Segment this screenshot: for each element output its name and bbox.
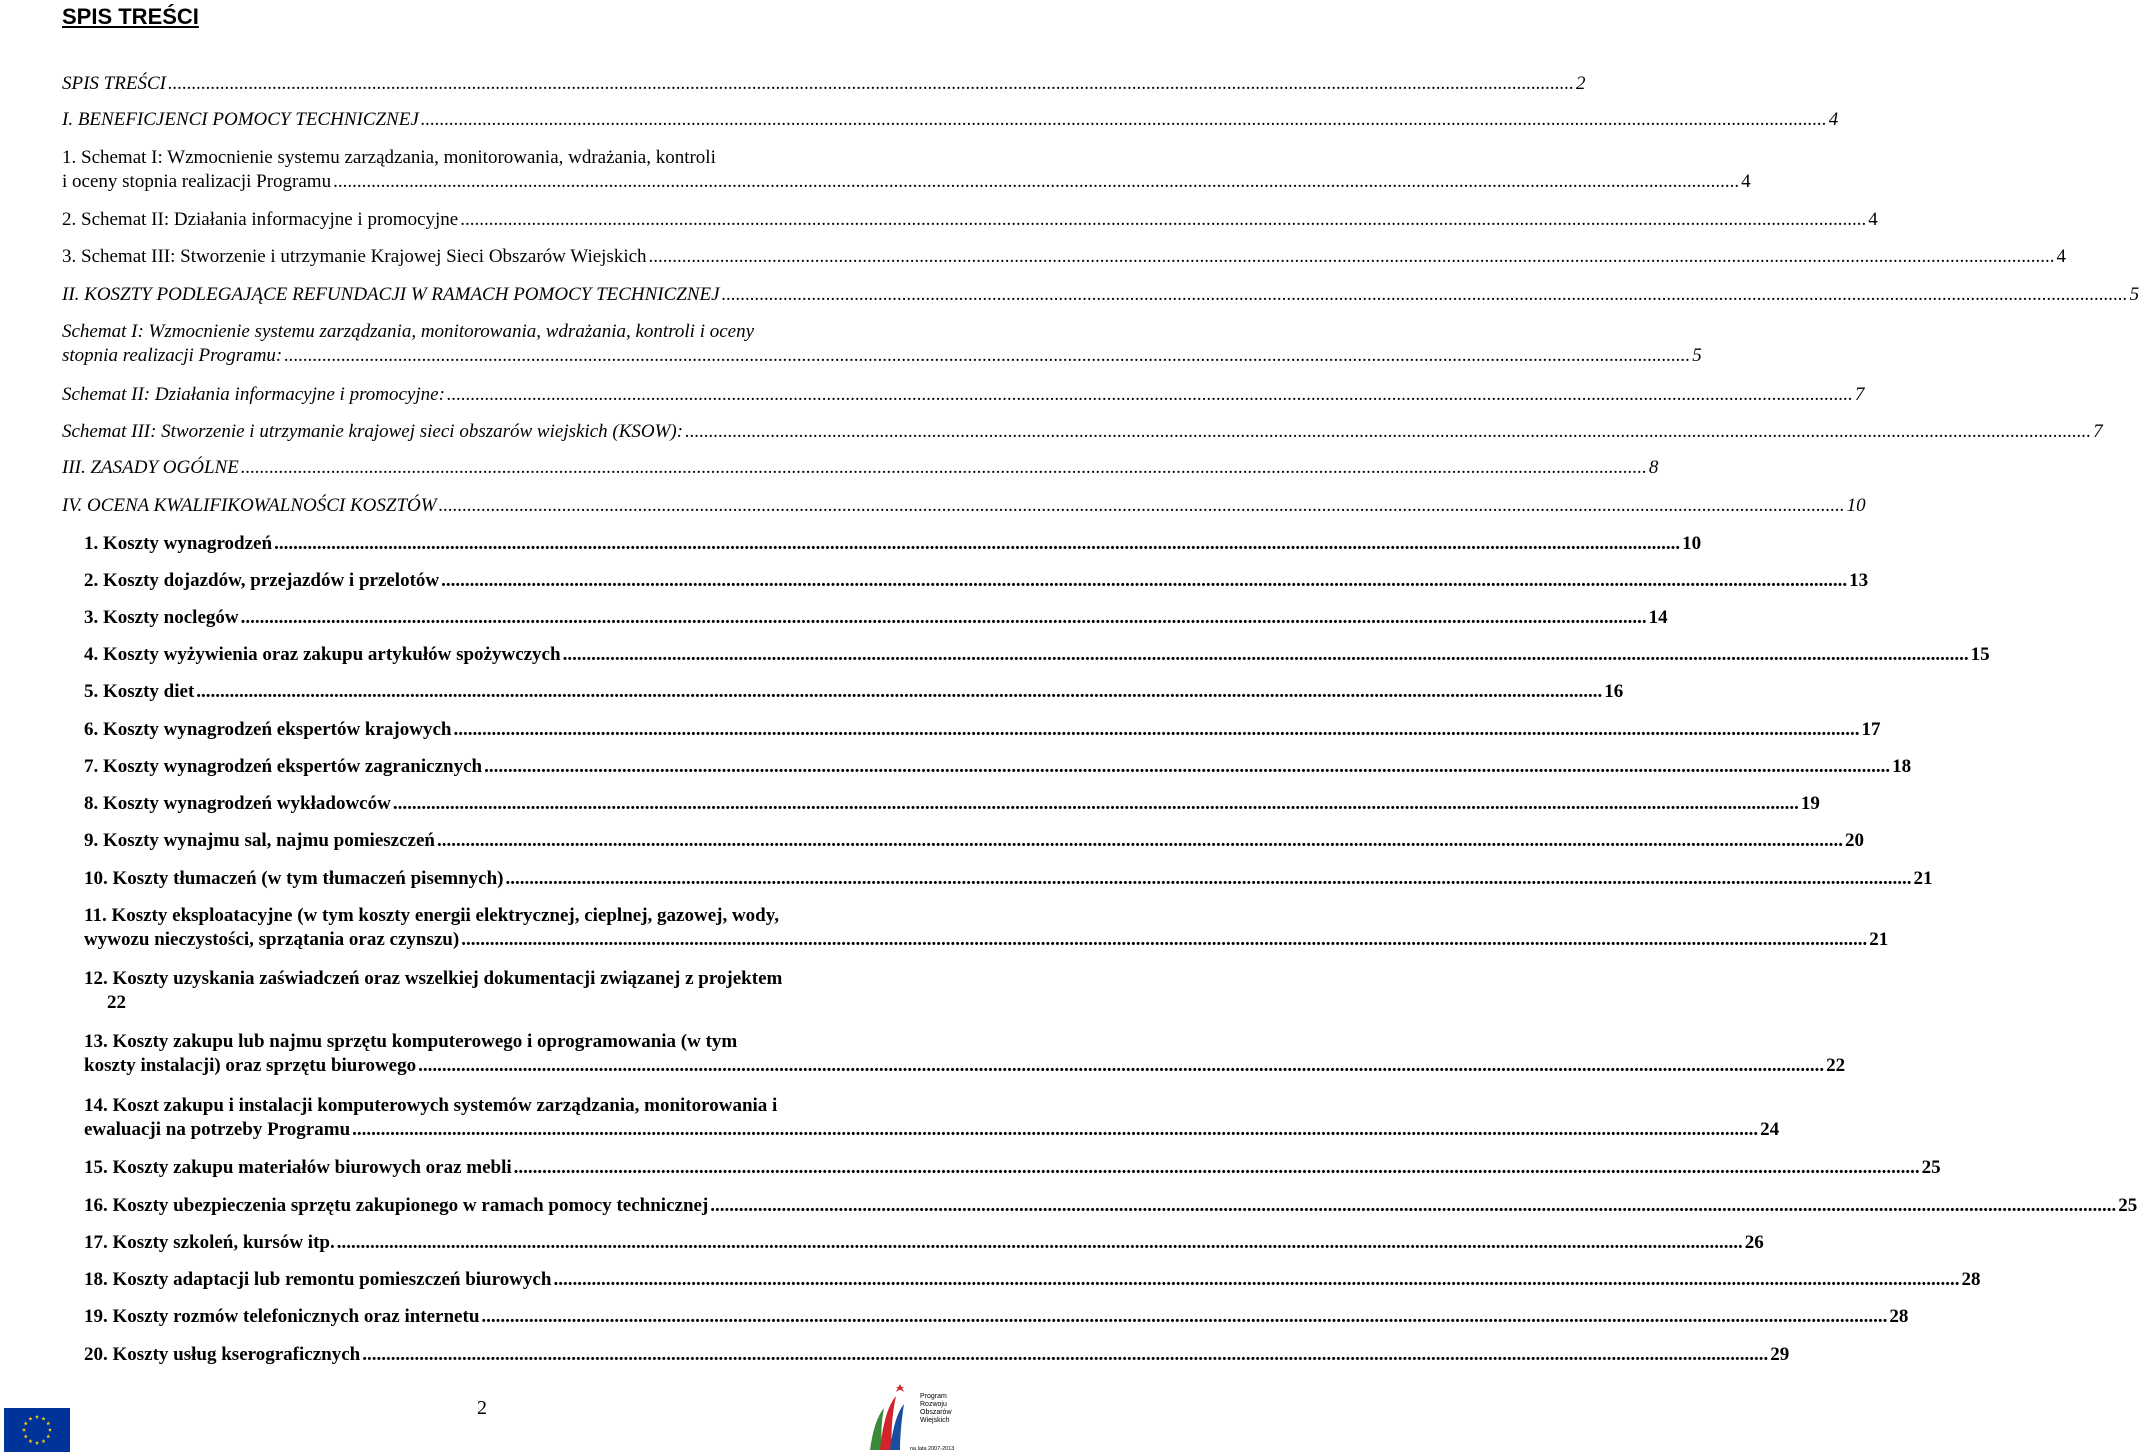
page-number: 2 [477,1397,487,1419]
toc-entry[interactable] [62,383,1865,407]
toc-entry-text: 2. Koszty dojazdów, przejazdów i przelotów [84,570,440,591]
toc-entry[interactable] [84,1156,1941,1180]
toc-entry-text: 4. Koszty wyżywienia oraz zakupu artykułów spożywczych [84,644,561,665]
toc-entry-text: wywozu nieczystości, sprzątania oraz czynszu) [84,929,460,950]
toc-page-number: 21 [1913,868,1933,889]
toc-entry-text: koszty instalacji) oraz sprzętu biurowego [84,1055,417,1076]
toc-entry-text: 2. Schemat II: Działania informacyjne i promocyjne [62,209,459,230]
toc-entry-text: Schemat II: Działania informacyjne i promocyjne: [62,384,445,405]
toc-entry-text: Schemat I: Wzmocnienie systemu zarządzania, monitorowania, wdrażania, kontroli i oceny [62,321,755,342]
toc-page-number: 21 [1869,929,1889,950]
toc-entry-text: stopnia realizacji Programu: [62,345,283,366]
toc-entry-text: 1. Koszty wynagrodzeń [84,533,273,554]
toc-entry-text: 19. Koszty rozmów telefonicznych oraz internetu [84,1306,480,1327]
toc-entry-text: 3. Koszty noclegów [84,607,239,628]
toc-page-number: 4 [1741,171,1751,192]
toc-entry-text: I. BENEFICJENCI POMOCY TECHNICZNEJ [62,109,419,130]
toc-page-number: 17 [1861,719,1881,740]
toc-entry-text: 10. Koszty tłumaczeń (w tym tłumaczeń pisemnych) [84,868,504,889]
logo-line: Wiejskich [920,1417,950,1424]
toc-entry[interactable] [62,208,1878,232]
toc-page-number: 5 [2129,284,2139,305]
toc-entry-text: 20. Koszty usług kserograficznych [84,1344,361,1365]
dot-leader [447,383,1853,407]
toc-page-number: 10 [1846,495,1866,516]
toc-entry-text: 11. Koszty eksploatacyjne (w tym koszty energii elektrycznej, cieplnej, gazowej, wody, [84,905,779,926]
toc-entry-text: 15. Koszty zakupu materiałów biurowych oraz mebli [84,1157,512,1178]
toc-entry[interactable] [62,494,1866,518]
dot-leader [421,108,1827,132]
toc-entry-text: 5. Koszty diet [84,681,195,702]
dot-leader [352,1118,1758,1142]
toc-page-number: 8 [1648,457,1659,478]
logo-line: Rozwoju [920,1401,947,1408]
toc-entry[interactable] [84,1094,1780,1142]
toc-entry[interactable] [84,1268,1981,1292]
toc-entry[interactable] [84,680,1624,704]
toc-page-number: 16 [1604,681,1624,702]
toc-entry[interactable] [84,569,1869,593]
dot-leader [337,1231,1743,1255]
toc-entry-text: 16. Koszty ubezpieczenia sprzętu zakupionego w ramach pomocy technicznej [84,1195,709,1216]
dot-leader [710,1194,2116,1218]
dot-leader [722,283,2128,307]
dot-leader [481,1305,1887,1329]
toc-entry[interactable] [84,606,1668,630]
toc-entry[interactable] [84,532,1702,556]
toc-entry[interactable] [84,867,1933,891]
dot-leader [284,344,1690,368]
toc-entry-text: 12. Koszty uzyskania zaświadczeń oraz wszelkiej dokumentacji związanej z projektem [84,968,783,989]
toc-entry-text: 18. Koszty adaptacji lub remontu pomieszczeń biurowych [84,1269,552,1290]
toc-entry-text: 9. Koszty wynajmu sal, najmu pomieszczeń [84,830,435,851]
toc-page-number: 26 [1744,1232,1764,1253]
toc-page-number: 4 [1828,109,1839,130]
toc-entry-text: 14. Koszt zakupu i instalacji komputerowych systemów zarządzania, monitorowania i [84,1095,778,1116]
toc-page-number: 7 [2093,421,2103,442]
logo-line: na lata 2007-2013 [910,1446,955,1452]
toc-entry[interactable] [84,1194,2138,1218]
toc-entry-text: 7. Koszty wynagrodzeń ekspertów zagranicznych [84,756,483,777]
toc-page-number: 22 [1826,1055,1846,1076]
dot-leader [553,1268,1959,1292]
toc-entry-text: 8. Koszty wynagrodzeń wykładowców [84,793,391,814]
toc-entry-text: IV. OCENA KWALIFIKOWALNOŚCI KOSZTÓW [62,495,437,516]
dot-leader [649,245,2055,269]
toc-page-number: 14 [1648,607,1668,628]
dot-leader [460,208,1866,232]
toc-page-number: 25 [2118,1195,2138,1216]
dot-leader [418,1054,1824,1078]
toc-entry[interactable] [84,755,1912,779]
toc-page-number: 20 [1844,830,1864,851]
toc-page-number: 28 [1961,1269,1981,1290]
toc-entry[interactable] [84,904,1889,952]
dot-leader [685,420,2091,444]
toc-page-number: 24 [1760,1119,1780,1140]
logo-line: Program [920,1393,947,1400]
toc-page-number: 25 [1921,1157,1941,1178]
eu-flag-logo [4,1408,70,1452]
toc-entry-text: III. ZASADY OGÓLNE [62,457,239,478]
dot-leader [439,494,1845,518]
dot-leader [393,792,1799,816]
toc-page-number: 29 [1770,1344,1790,1365]
page-heading: SPIS TREŚCI [62,4,199,29]
toc-entry[interactable] [84,967,912,1015]
toc-entry-text: SPIS TREŚCI [62,73,166,94]
toc-page-number: 19 [1800,793,1820,814]
dot-leader [454,718,1860,742]
toc-page-number: 18 [1892,756,1912,777]
dot-leader [437,829,1843,853]
toc-entry[interactable] [62,283,2139,307]
toc-page-number: 4 [1868,209,1878,230]
toc-entry[interactable] [84,718,1881,742]
logo-line: Obszarów [920,1409,952,1416]
toc-entry[interactable] [84,1231,1764,1255]
toc-page-number: 2 [1575,73,1586,94]
toc-entry-text: 13. Koszty zakupu lub najmu sprzętu komputerowego i oprogramowania (w tym [84,1031,738,1052]
toc-entry[interactable] [84,1305,1909,1329]
toc-entry[interactable] [62,108,1839,132]
toc-entry[interactable] [62,245,2067,269]
toc-page-number: 4 [2056,246,2067,267]
toc-page-number: 15 [1970,644,1990,665]
toc-entry-text: Schemat III: Stworzenie i utrzymanie krajowej sieci obszarów wiejskich (KSOW): [62,421,684,442]
dot-leader [506,867,1912,891]
dot-leader [168,72,1574,96]
toc-page-number: 22 [107,992,126,1013]
dot-leader [274,532,1680,556]
toc-entry-text: ewaluacji na potrzeby Programu [84,1119,351,1140]
dot-leader [196,680,1602,704]
toc-page-number: 7 [1854,384,1865,405]
toc-page-number: 28 [1889,1306,1909,1327]
dot-leader [484,755,1890,779]
toc-page-number: 13 [1849,570,1869,591]
toc-entry-text: 6. Koszty wynagrodzeń ekspertów krajowych [84,719,452,740]
dot-leader [241,606,1647,630]
toc-entry-text: 3. Schemat III: Stworzenie i utrzymanie Krajowej Sieci Obszarów Wiejskich [62,246,647,267]
toc-page-number: 5 [1692,345,1702,366]
toc-entry[interactable] [84,643,1990,667]
dot-leader [333,170,1739,194]
toc-entry[interactable] [84,1343,1790,1367]
toc-entry-text: 1. Schemat I: Wzmocnienie systemu zarządzania, monitorowania, wdrażania, kontroli [62,147,716,168]
prow-logo [866,1380,960,1454]
toc-entry[interactable] [84,829,1864,853]
toc-entry[interactable] [84,1030,1846,1078]
toc-entry-text: 17. Koszty szkoleń, kursów itp. [84,1232,335,1253]
dot-leader [441,569,1847,593]
toc-entry[interactable] [62,456,1659,480]
dot-leader [514,1156,1920,1180]
toc-entry-text: II. KOSZTY PODLEGAJĄCE REFUNDACJI W RAMACH POMOCY TECHNICZNEJ [62,284,720,305]
toc-entry[interactable] [62,320,1702,368]
dot-leader [362,1343,1768,1367]
toc-entry[interactable] [62,146,1751,194]
dot-leader [563,643,1969,667]
dot-leader [461,928,1867,952]
toc-page-number: 10 [1682,533,1702,554]
toc-entry[interactable] [84,792,1820,816]
toc-entry[interactable] [62,420,2103,444]
toc-entry[interactable] [62,72,1586,96]
dot-leader [241,456,1647,480]
toc-entry-text: i oceny stopnia realizacji Programu [62,171,332,192]
